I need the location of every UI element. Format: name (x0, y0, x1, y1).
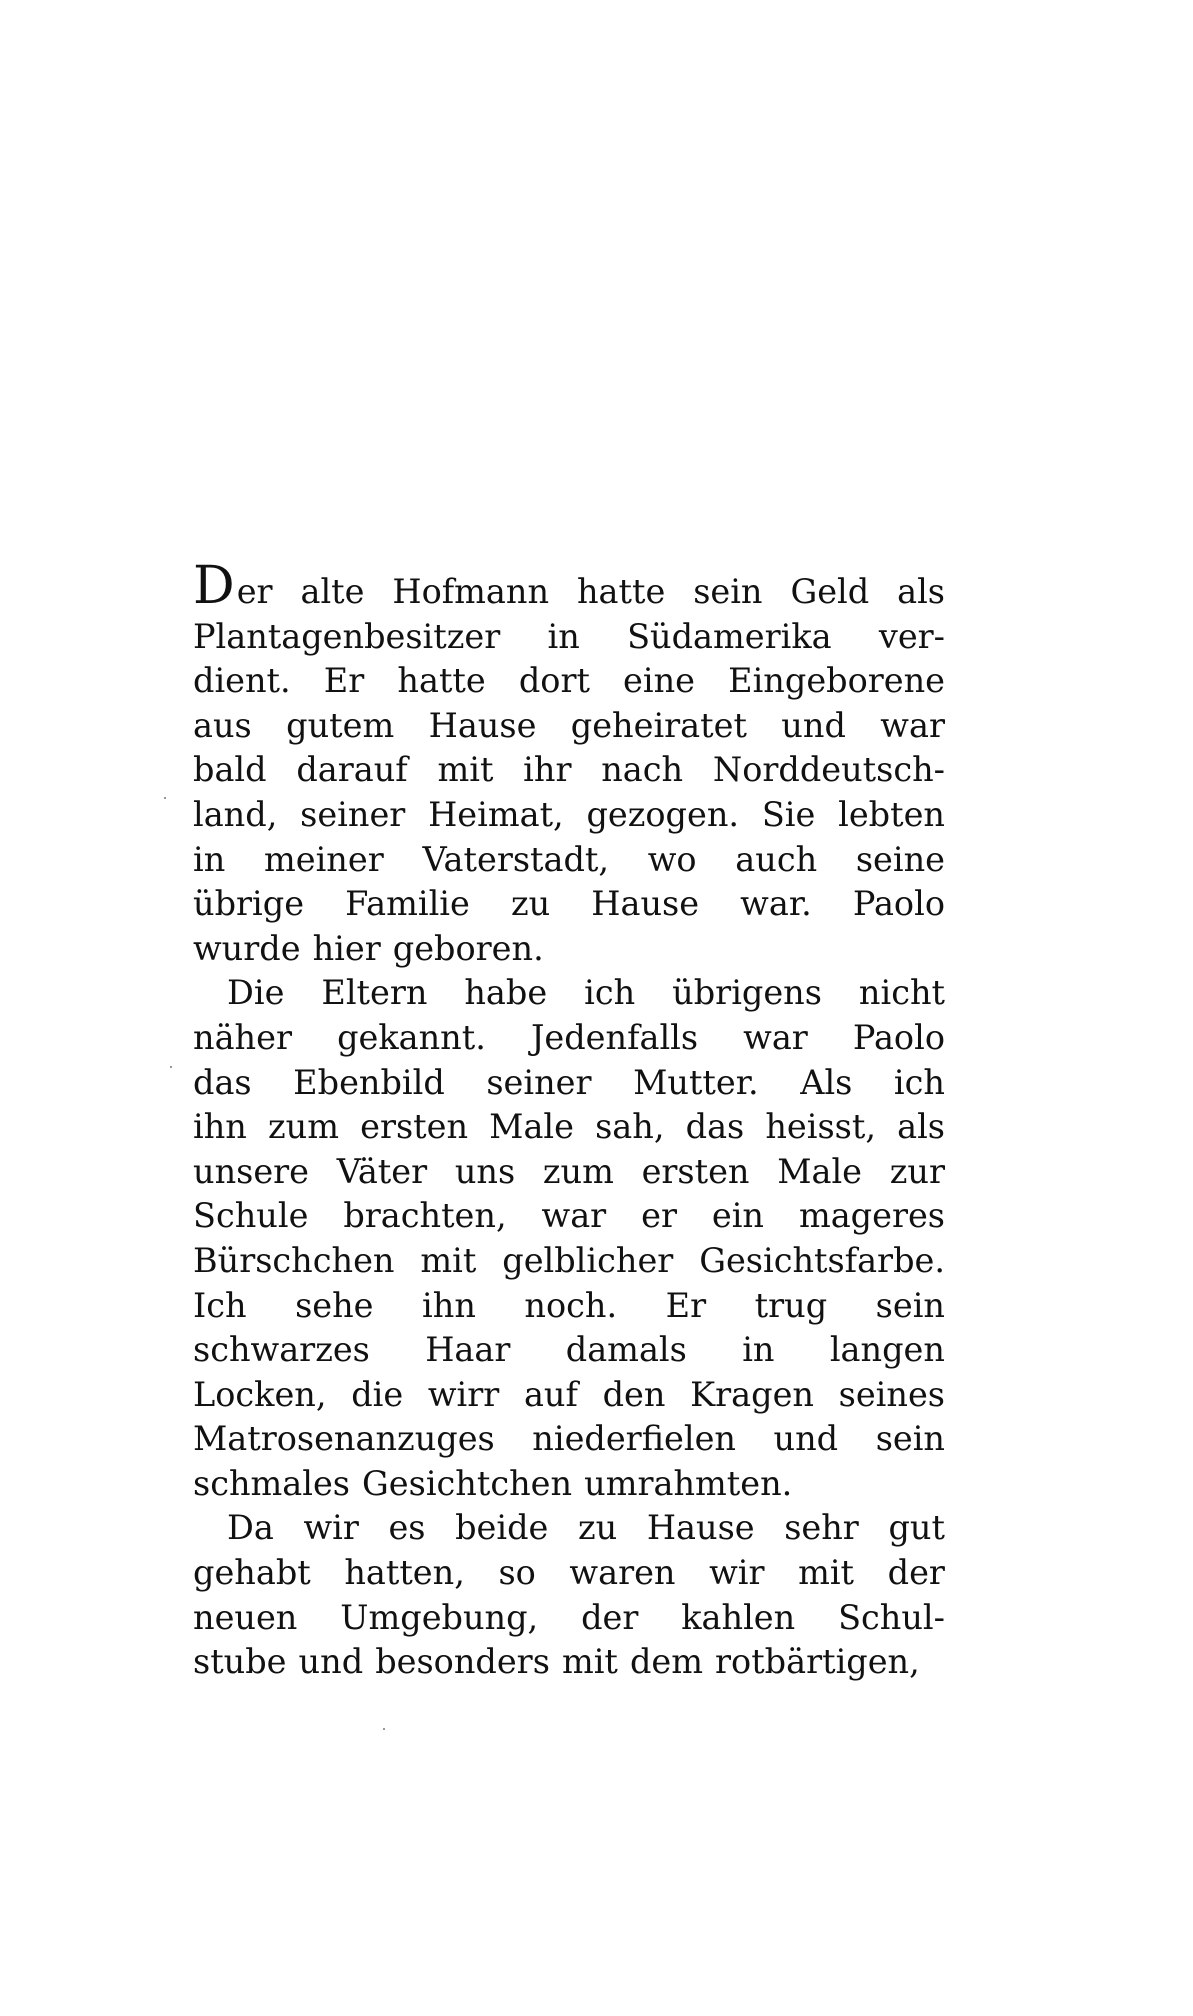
text-line (193, 659, 945, 704)
paragraph (193, 1506, 945, 1684)
word: Locken, (193, 1374, 327, 1414)
word: rotbärtigen, (715, 1642, 920, 1682)
word: stube (193, 1642, 287, 1682)
word: ersten (641, 1151, 750, 1191)
text-line (193, 1373, 945, 1418)
word: beide (455, 1508, 549, 1548)
word: mageres (798, 1196, 945, 1236)
word: Ich (193, 1285, 247, 1325)
word: zum (542, 1151, 614, 1191)
word: damals (565, 1330, 687, 1370)
word: noch. (524, 1285, 618, 1325)
word: gezogen. (586, 794, 740, 834)
word: Geld (790, 572, 870, 611)
text-line (193, 882, 945, 927)
word: zur (889, 1151, 945, 1191)
word: näher (193, 1017, 292, 1057)
word: seine (855, 839, 945, 879)
text-line (193, 1596, 945, 1641)
word: lebten (838, 794, 945, 834)
word: zum (268, 1107, 339, 1147)
word: dem (629, 1642, 703, 1682)
text-line (193, 748, 945, 793)
word: übrigens (672, 973, 822, 1013)
word: übrige (193, 884, 305, 924)
word: war (743, 1017, 808, 1057)
word: ich (584, 973, 636, 1013)
word: hatte (576, 572, 666, 611)
word: Vaterstadt, (422, 839, 610, 879)
word: heisst, (765, 1107, 876, 1147)
word: sein (693, 572, 763, 611)
word: Jedenfalls (530, 1017, 699, 1057)
word: ich (893, 1062, 945, 1102)
word: nicht (858, 973, 945, 1013)
word: gekannt. (337, 1017, 486, 1057)
word: war. (740, 884, 812, 924)
word: geheiratet (570, 705, 747, 745)
word: mit (437, 750, 494, 790)
word: Umgebung, (340, 1597, 539, 1637)
text-line (193, 704, 945, 749)
word: Gesichtchen (362, 1463, 573, 1503)
word: wirr (427, 1374, 500, 1414)
text-line (193, 1194, 945, 1239)
word: seines (838, 1374, 945, 1414)
word: sein (875, 1419, 945, 1459)
word: die (351, 1374, 404, 1414)
text-line (193, 1150, 945, 1195)
word: hatte (397, 661, 486, 701)
paper-speck (383, 1728, 385, 1730)
word: Eingeborene (728, 661, 945, 701)
word: uns (454, 1151, 516, 1191)
word: sehr (784, 1508, 859, 1548)
word: Er (665, 1285, 707, 1325)
word: wir (709, 1553, 765, 1593)
word: zu (577, 1508, 618, 1548)
word: Hofmann (392, 572, 550, 611)
word: gelblicher (502, 1240, 674, 1280)
text-line (193, 971, 945, 1016)
word: Eltern (321, 973, 428, 1013)
word: aus (193, 705, 252, 745)
word: der (581, 1597, 639, 1637)
word: Sie (761, 794, 816, 834)
word: in (193, 839, 226, 879)
word: Schul- (838, 1597, 945, 1637)
word: Hause (591, 884, 700, 924)
word: er (641, 1196, 677, 1236)
word: umrahmten. (584, 1463, 793, 1503)
text-line (193, 1284, 945, 1329)
word: Kragen (690, 1374, 814, 1414)
word: Väter (336, 1151, 428, 1191)
word: Haar (425, 1330, 511, 1370)
word: Ebenbild (293, 1062, 445, 1102)
word: seiner (300, 794, 406, 834)
word: nach (601, 750, 684, 790)
word: Heimat, (428, 794, 564, 834)
word: ver- (878, 616, 945, 656)
word: ein (711, 1196, 765, 1236)
word: langen (829, 1330, 945, 1370)
word: neuen (193, 1597, 298, 1637)
word: und (298, 1642, 364, 1682)
word: so (498, 1553, 536, 1593)
word: wo (647, 839, 697, 879)
word: ihn (193, 1107, 247, 1147)
word: in (742, 1330, 775, 1370)
word: als (897, 1107, 945, 1147)
word: darauf (296, 750, 408, 790)
word: mit (798, 1553, 855, 1593)
initial-word (193, 556, 273, 616)
word: auch (735, 839, 818, 879)
text-line (193, 1239, 945, 1284)
word: auf (523, 1374, 578, 1414)
paper-speck (164, 797, 166, 799)
word: es (388, 1508, 426, 1548)
word: sehe (295, 1285, 374, 1325)
text-line (193, 1640, 945, 1685)
word: waren (569, 1553, 676, 1593)
text-line (193, 556, 945, 616)
paragraph (193, 556, 945, 971)
word: Da (227, 1508, 274, 1548)
word: sein (875, 1285, 945, 1325)
word: Er (323, 661, 365, 701)
word: schwarzes (193, 1330, 370, 1370)
word: unsere (193, 1151, 310, 1191)
word: Plantagenbesitzer (193, 616, 501, 656)
text-line (193, 838, 945, 883)
word: dient. (193, 661, 291, 701)
text-line (193, 615, 945, 660)
word: meiner (264, 839, 384, 879)
word: hatten, (344, 1553, 465, 1593)
word: in (547, 616, 580, 656)
word: eine (623, 661, 695, 701)
word: ersten (360, 1107, 469, 1147)
body-text (193, 556, 945, 1685)
word: war (880, 705, 945, 745)
word: sah, (595, 1107, 665, 1147)
word: er (236, 572, 273, 611)
word: der (887, 1553, 945, 1593)
word: dort (518, 661, 590, 701)
text-line (193, 927, 945, 972)
word: Schule (193, 1196, 309, 1236)
word: besonders (375, 1642, 550, 1682)
text-line (193, 1105, 945, 1150)
word: alte (300, 572, 365, 611)
word: und (781, 705, 846, 745)
word: den (602, 1374, 666, 1414)
word: Mutter. (633, 1062, 759, 1102)
text-line (193, 1016, 945, 1061)
word: das (685, 1107, 745, 1147)
word: gehabt (193, 1553, 311, 1593)
word: Norddeutsch- (712, 750, 945, 790)
word: mit (561, 1642, 618, 1682)
word: seiner (486, 1062, 592, 1102)
word: habe (464, 973, 548, 1013)
word: gut (888, 1508, 945, 1548)
word: gutem (286, 705, 395, 745)
word: Matrosenanzuges (193, 1419, 495, 1459)
initial-letter: D (193, 556, 235, 616)
word: brachten, (343, 1196, 507, 1236)
word: zu (510, 884, 551, 924)
word: trug (754, 1285, 828, 1325)
word: als (897, 572, 945, 611)
word: mit (420, 1240, 477, 1280)
word: land, (193, 794, 278, 834)
word: und (773, 1419, 839, 1459)
word: ihn (422, 1285, 476, 1325)
word: wurde (193, 928, 301, 968)
word: Male (489, 1107, 574, 1147)
word: Paolo (852, 884, 945, 924)
word: Male (777, 1151, 863, 1191)
word: niederfielen (532, 1419, 736, 1459)
word: Die (227, 973, 285, 1013)
word: bald (193, 750, 267, 790)
word: Als (800, 1062, 853, 1102)
word: Hause (646, 1508, 755, 1548)
word: Südamerika (627, 616, 832, 656)
text-line (193, 1328, 945, 1373)
word: Gesichtsfarbe. (699, 1240, 945, 1280)
text-line (193, 1551, 945, 1596)
text-line (193, 1506, 945, 1551)
word: war (541, 1196, 607, 1236)
text-line (193, 1061, 945, 1106)
paragraph (193, 971, 945, 1506)
paper-speck (170, 1066, 172, 1068)
word: Familie (345, 884, 470, 924)
text-line (193, 793, 945, 838)
text-line (193, 1462, 945, 1507)
word: wir (303, 1508, 359, 1548)
word: Bürschchen (193, 1240, 395, 1280)
word: geboren. (392, 928, 544, 968)
word: schmales (193, 1463, 350, 1503)
word: kahlen (681, 1597, 796, 1637)
word: Hause (428, 705, 537, 745)
word: hier (312, 928, 381, 968)
word: ihr (523, 750, 572, 790)
word: Paolo (852, 1017, 945, 1057)
word: das (193, 1062, 252, 1102)
text-line (193, 1417, 945, 1462)
